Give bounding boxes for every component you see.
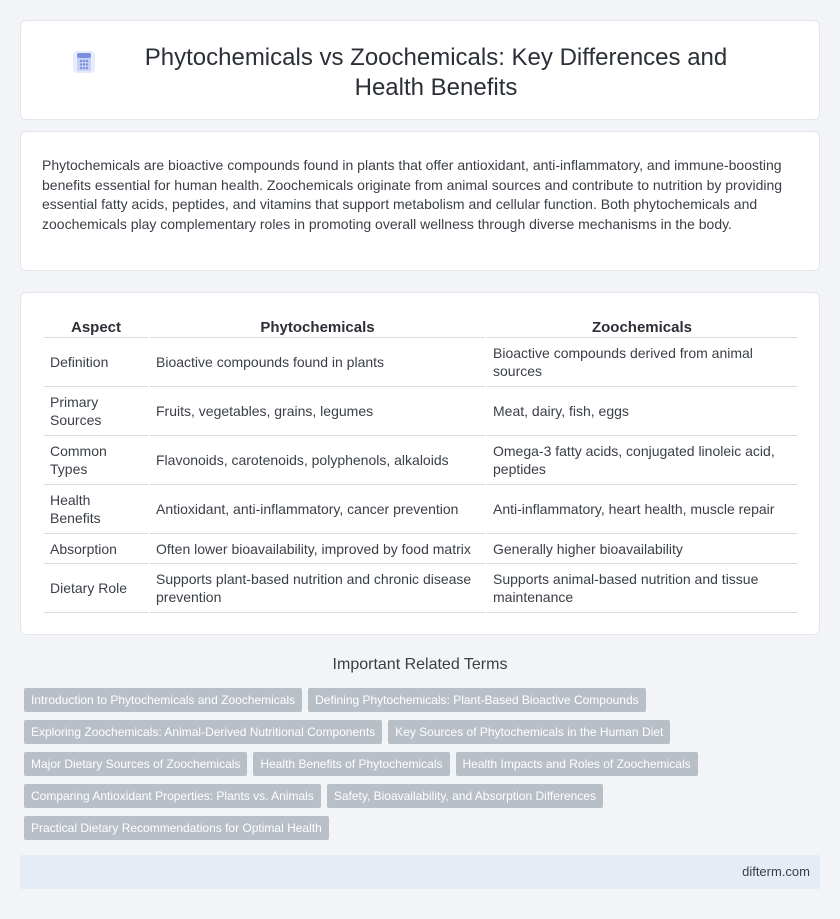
- comparison-table-card: [20, 292, 820, 635]
- phytochemicals-cell: Often lower bioavailability, improved by food matrix: [150, 534, 485, 564]
- header-card: [20, 20, 820, 120]
- page-title: Phytochemicals vs Zoochemicals: Key Differences and Health Benefits: [144, 44, 728, 101]
- table-header-row: [44, 313, 797, 338]
- related-term-tag[interactable]: Defining Phytochemicals: Plant-Based Bioactive Compounds: [308, 688, 646, 712]
- related-term-tag[interactable]: Health Impacts and Roles of Zoochemicals: [456, 752, 698, 776]
- related-term-tag[interactable]: Health Benefits of Phytochemicals: [253, 752, 449, 776]
- phytochemicals-cell: Antioxidant, anti-inflammatory, cancer prevention: [150, 485, 485, 534]
- related-terms-heading: Important Related Terms: [332, 656, 508, 673]
- footer-site-link[interactable]: difterm.com: [742, 864, 810, 879]
- related-term-tag[interactable]: Key Sources of Phytochemicals in the Human Diet: [388, 720, 670, 744]
- column-header-phytochemicals: Phytochemicals: [150, 313, 485, 338]
- related-term-tag[interactable]: Major Dietary Sources of Zoochemicals: [24, 752, 247, 776]
- intro-card: [20, 131, 820, 271]
- aspect-cell: Common Types: [44, 436, 148, 485]
- zoochemicals-cell: Bioactive compounds derived from animal sources: [487, 338, 797, 387]
- comparison-table: [42, 313, 799, 613]
- aspect-cell: Absorption: [44, 534, 148, 564]
- zoochemicals-cell: Omega-3 fatty acids, conjugated linoleic acid, peptides: [487, 436, 797, 485]
- related-term-tag[interactable]: Comparing Antioxidant Properties: Plants vs. Animals: [24, 784, 321, 808]
- zoochemicals-cell: Anti-inflammatory, heart health, muscle repair: [487, 485, 797, 534]
- zoochemicals-cell: Supports animal-based nutrition and tissue maintenance: [487, 564, 797, 613]
- aspect-cell: Dietary Role: [44, 564, 148, 613]
- table-row: [44, 564, 797, 613]
- table-row: [44, 436, 797, 485]
- related-terms-list: [24, 688, 724, 848]
- phytochemicals-cell: Flavonoids, carotenoids, polyphenols, alkaloids: [150, 436, 485, 485]
- zoochemicals-cell: Generally higher bioavailability: [487, 534, 797, 564]
- intro-paragraph: Phytochemicals are bioactive compounds found in plants that offer antioxidant, anti-inflammatory, and immune-boosting benefits essential for human health. Zoochemicals originate from animal sources and contribute to nutrition by providing essential fatty acids, peptides, and vitamins that support metabolism and cellular function. Both phytochemicals and zoochemicals play complementary roles in promoting overall wellness through diverse mechanisms in the body.: [42, 157, 783, 232]
- related-term-tag[interactable]: Safety, Bioavailability, and Absorption Differences: [327, 784, 603, 808]
- table-row: [44, 485, 797, 534]
- footer: [20, 855, 820, 889]
- table-row: [44, 387, 797, 436]
- column-header-aspect: Aspect: [44, 313, 148, 338]
- related-term-tag[interactable]: Practical Dietary Recommendations for Optimal Health: [24, 816, 329, 840]
- aspect-cell: Definition: [44, 338, 148, 387]
- phytochemicals-cell: Bioactive compounds found in plants: [150, 338, 485, 387]
- table-row: [44, 338, 797, 387]
- aspect-cell: Primary Sources: [44, 387, 148, 436]
- column-header-zoochemicals: Zoochemicals: [487, 313, 797, 338]
- phytochemicals-cell: Fruits, vegetables, grains, legumes: [150, 387, 485, 436]
- aspect-cell: Health Benefits: [44, 485, 148, 534]
- related-term-tag[interactable]: Exploring Zoochemicals: Animal-Derived Nutritional Components: [24, 720, 382, 744]
- zoochemicals-cell: Meat, dairy, fish, eggs: [487, 387, 797, 436]
- table-row: [44, 534, 797, 564]
- phytochemicals-cell: Supports plant-based nutrition and chronic disease prevention: [150, 564, 485, 613]
- related-term-tag[interactable]: Introduction to Phytochemicals and Zoochemicals: [24, 688, 302, 712]
